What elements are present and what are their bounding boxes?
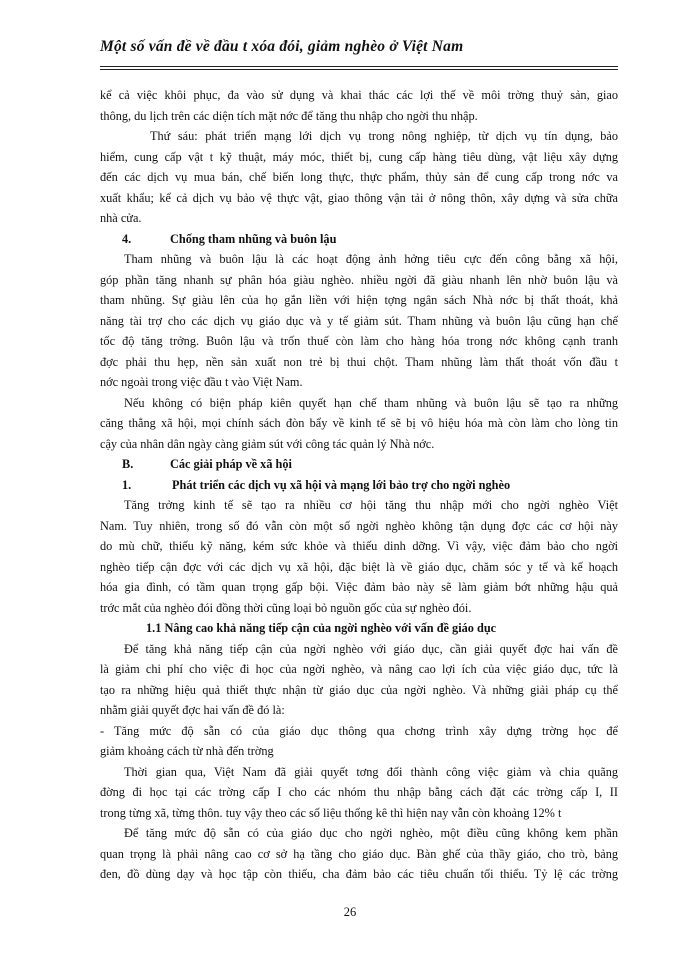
text-line: đến các dịch vụ mua bán, chế biến long thực, thực phẩm, thủy sản để cung cấp trong nớc va — [100, 170, 618, 184]
heading-text: Các giải pháp về xã hội — [170, 457, 292, 471]
text-line: nghèo tiếp cận đợc với các dịch vụ xã hội, đặc biệt là về giáo dục, chăm sóc y tế và kế hoạch — [100, 559, 618, 574]
text-line: Tham nhũng và buôn lậu là các hoạt động ảnh hởng tiêu cực đến công bằng xã hội, — [124, 252, 618, 266]
heading-number: 4. — [122, 231, 132, 246]
text-line: đờng đi học tại các trờng cấp I cho các nhóm thu nhập bằng cách đặt các trờng cấp I, II — [100, 785, 618, 799]
text-line: đợc phải thu hẹp, nền sản xuất non trẻ bị thui chột. Tham nhũng làm thất thoát vốn đầu t — [100, 354, 618, 369]
text-line: tạo ra những hiệu quả thiết thực nhận từ giáo dục của ngời nghèo. Và những giải pháp cụ thể — [100, 682, 618, 697]
text-line: Thời gian qua, Việt Nam đã giải quyết tơng đối thành công việc giảm và chia quãng — [124, 764, 618, 779]
text-line: căng thẳng xã hội, mọi chính sách đòn bẩy về kinh tế sẽ bị vô hiệu hóa mà còn làm cho lòng tin — [100, 416, 618, 430]
section-heading-4 — [100, 229, 618, 250]
subsection-heading-1-1: 1.1 Nâng cao khả năng tiếp cận của ngời nghèo với vấn đề giáo dục — [146, 621, 497, 635]
text-line: năng tài trợ cho các dịch vụ giáo dục và y tế giảm sút. Tham nhũng và buôn lậu cũng hạn chế — [100, 313, 618, 328]
running-header: Một số vấn đề về đầu t xóa đói, giảm nghèo ở Việt Nam — [100, 38, 464, 55]
text-line: Nam. Tuy nhiên, trong số đó vẫn còn một số ngời nghèo không tận dụng đợc các cơ hội này — [100, 518, 618, 533]
text-line: - Tăng mức độ sẵn có của giáo dục thông qua chơng trình xây dựng trờng học để — [100, 723, 618, 738]
text-line: là giảm chi phí cho việc đi học của ngời nghèo, và nâng cao lợi ích của việc giáo dục, tức là — [100, 662, 618, 676]
text-line: Thứ sáu: phát triển mạng lới dịch vụ trong nông nghiệp, từ dịch vụ tín dụng, bảo — [150, 129, 618, 143]
text-line: Để tăng mức độ sẵn có của giáo dục cho ngời nghèo, một điều cũng không kem phần — [124, 826, 618, 840]
section-heading-1 — [100, 475, 618, 496]
text-line: Nếu không có biện pháp kiên quyết hạn chế tham nhũng và buôn lậu sẽ tạo ra những — [124, 395, 618, 410]
text-line: do mù chữ, thiếu kỹ năng, kém sức khỏe và thiếu dinh dỡng. Vì vậy, việc đảm bảo cho ngời — [100, 539, 618, 553]
heading-text: Chống tham nhũng và buôn lậu — [170, 231, 337, 246]
text-line: nhà cửa. — [100, 211, 142, 225]
body-text — [100, 85, 618, 885]
text-line: góp phần tăng nhanh sự phân hóa giàu nghèo. nhiều ngời đã giàu nhanh lên nhờ buôn lậu và — [100, 272, 618, 287]
heading-number: B. — [122, 457, 134, 471]
text-line: hiểm, cung cấp vật t kỹ thuật, máy móc, thiết bị, cung cấp hàng tiêu dùng, vật liệu xây dựng — [100, 149, 618, 164]
text-line: cậy của nhân dân ngày càng giảm sút với công tác quản lý Nhà nớc. — [100, 436, 435, 451]
text-line: Để tăng khả năng tiếp cận của ngời nghèo với giáo dục, cần giải quyết đợc hai vấn đề — [124, 641, 618, 656]
text-line: thông, du lịch trên các diện tích mặt nớc để tăng thu nhập cho ngời thu nhập. — [100, 108, 478, 123]
text-line: trong từng xã, từng thôn. tuy vậy theo các số liệu thống kê thì hiện nay vẫn còn khoảng 12% t — [100, 805, 562, 820]
text-line: xuất khẩu; kể cả dịch vụ bảo vệ thực vật, giao thông vận tải ở nông thôn, xây dựng và sửa chữa — [100, 190, 618, 205]
text-line: tốc độ tăng trởng. Buôn lậu và trốn thuế còn làm cho hàng hóa trong nớc không cạnh tranh — [100, 334, 618, 348]
page-number: 26 — [343, 905, 357, 919]
text-line: kể cả việc khôi phục, đa vào sử dụng và khai thác các lợi thế về môi trờng thuỷ sản, giao — [100, 88, 618, 102]
header-rule-thick — [100, 66, 618, 67]
heading-text: Phát triển các dịch vụ xã hội và mạng lới bảo trợ cho ngời nghèo — [172, 477, 511, 492]
header-rule-thin — [100, 69, 618, 70]
text-line: trớc mắt của nghèo đói đồng thời cũng loại bỏ nguồn gốc của sự nghèo đói. — [100, 600, 472, 615]
heading-number: 1. — [122, 477, 132, 492]
section-heading-b — [100, 454, 618, 475]
text-line: nhằm giải quyết đợc hai vấn đề đó là: — [100, 703, 285, 717]
text-line: quan trọng là phải nâng cao cơ sở hạ tầng cho giáo dục. Bàn ghế của thầy giáo, cho trò, bảng — [100, 846, 618, 861]
text-line: giảm khoảng cách từ nhà đến trờng — [100, 744, 274, 758]
text-line: tham nhũng. Sự giàu lên của họ gắn liền với hiện tợng ngân sách Nhà nớc bị thất thoát, khả — [100, 293, 618, 307]
text-line: Tăng trởng kinh tế sẽ tạo ra nhiều cơ hội tăng thu nhập mới cho ngời nghèo Việt — [124, 498, 618, 512]
text-line: nớc ngoài trong việc đầu t vào Việt Nam. — [100, 375, 303, 389]
text-line: đen, đồ dùng dạy và học tập còn thiếu, cha đảm bảo các tiêu chuẩn tối thiểu. Tỷ lệ các trờng — [100, 867, 618, 881]
text-line: hóa gia đình, có tầm quan trọng gấp bội. Việc đảm bảo này sẽ làm giảm bớt những hậu quả — [100, 580, 618, 594]
